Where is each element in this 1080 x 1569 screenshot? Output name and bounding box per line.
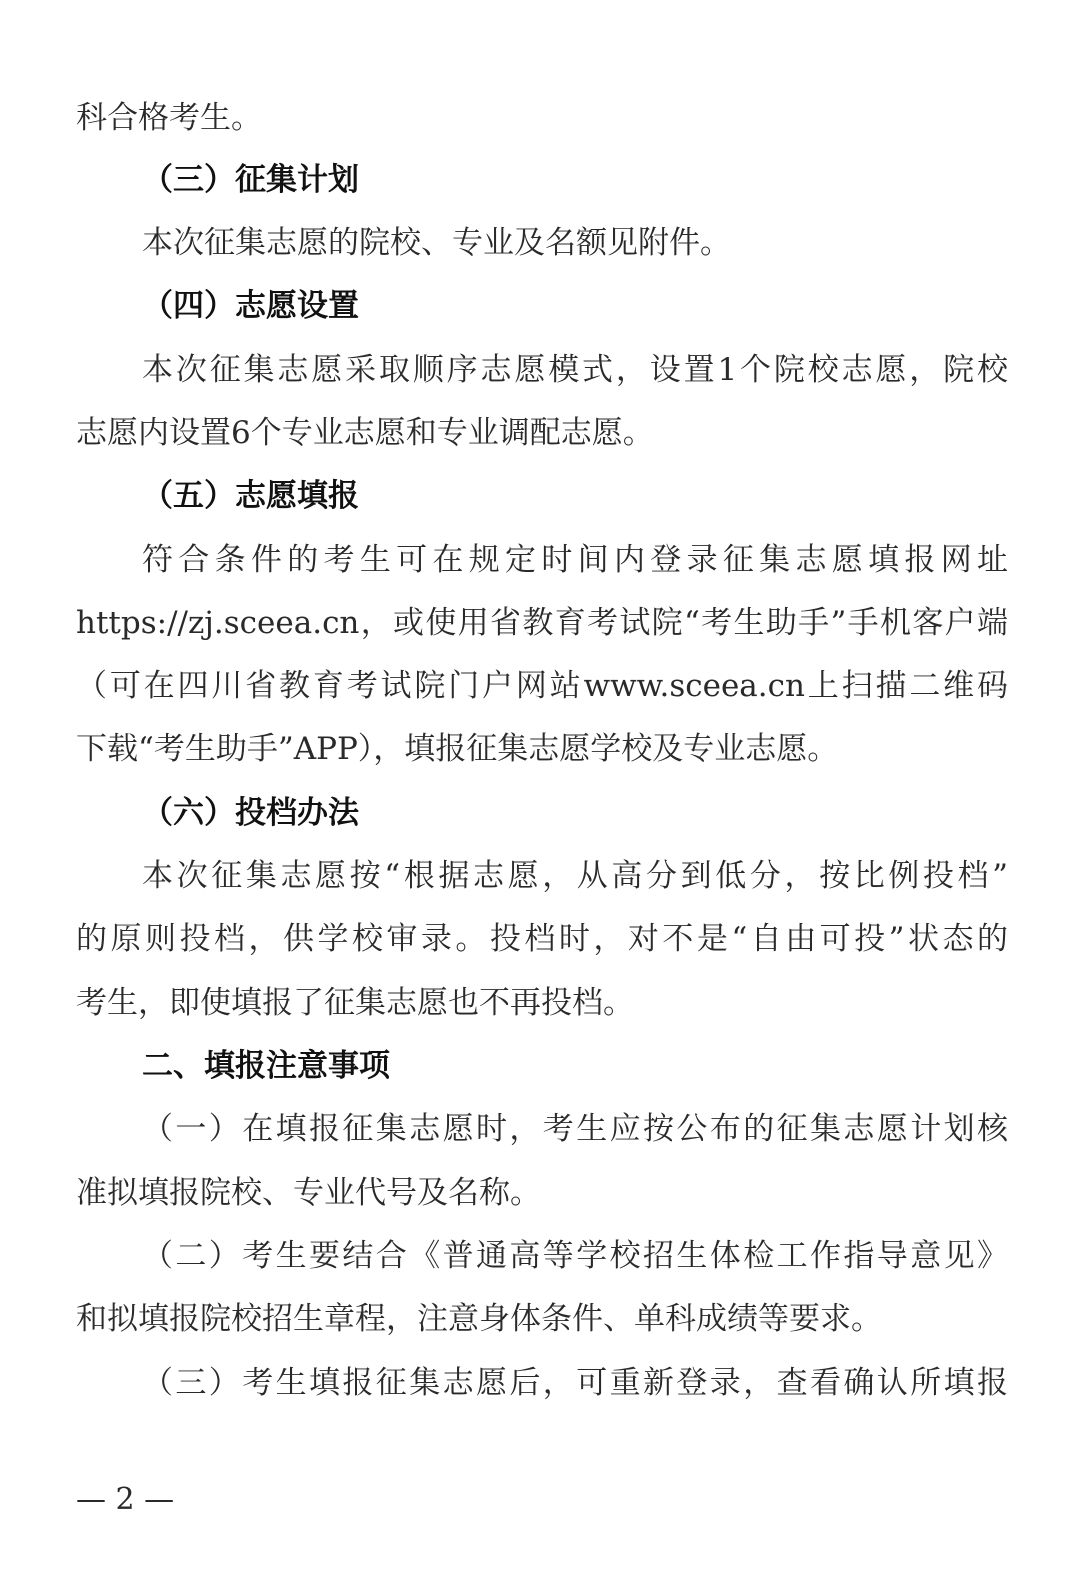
- paragraph-line: 志愿内设置6个专业志愿和专业调配志愿。: [76, 415, 654, 451]
- paragraph-line: 本次征集志愿的院校、专业及名额见附件。: [142, 225, 731, 261]
- section-heading-plan: （三）征集计划: [142, 162, 359, 198]
- paragraph-line-url: https://zj.sceea.cn，或使用省教育考试院“考生助手”手机客户端: [76, 605, 1008, 641]
- section-heading-method: （六）投档办法: [142, 795, 359, 831]
- paragraph-line: 科合格考生。: [76, 100, 262, 136]
- paragraph-line: 本次征集志愿采取顺序志愿模式，设置1个院校志愿，院校: [142, 352, 1008, 388]
- paragraph-line: （可在四川省教育考试院门户网站www.sceea.cn上扫描二维码: [76, 668, 1008, 704]
- paragraph-line: （一）在填报征集志愿时，考生应按公布的征集志愿计划核: [142, 1111, 1008, 1147]
- paragraph-line: 符合条件的考生可在规定时间内登录征集志愿填报网址: [142, 542, 1008, 578]
- paragraph-line: 考生，即使填报了征集志愿也不再投档。: [76, 985, 634, 1021]
- page-number: — 2 —: [76, 1482, 175, 1517]
- section-heading-filling: （五）志愿填报: [142, 478, 359, 514]
- paragraph-line: 本次征集志愿按“根据志愿，从高分到低分，按比例投档”: [142, 858, 1008, 894]
- section-heading-settings: （四）志愿设置: [142, 288, 359, 324]
- paragraph-line: （三）考生填报征集志愿后，可重新登录，查看确认所填报: [142, 1365, 1008, 1401]
- paragraph-line: 准拟填报院校、专业代号及名称。: [76, 1175, 541, 1211]
- section-title-notes: 二、填报注意事项: [142, 1048, 390, 1084]
- paragraph-line: 的原则投档，供学校审录。投档时，对不是“自由可投”状态的: [76, 921, 1008, 957]
- paragraph-line: 下载“考生助手”APP），填报征集志愿学校及专业志愿。: [76, 731, 839, 767]
- paragraph-line: （二）考生要结合《普通高等学校招生体检工作指导意见》: [142, 1238, 1008, 1274]
- paragraph-line: 和拟填报院校招生章程，注意身体条件、单科成绩等要求。: [76, 1301, 882, 1337]
